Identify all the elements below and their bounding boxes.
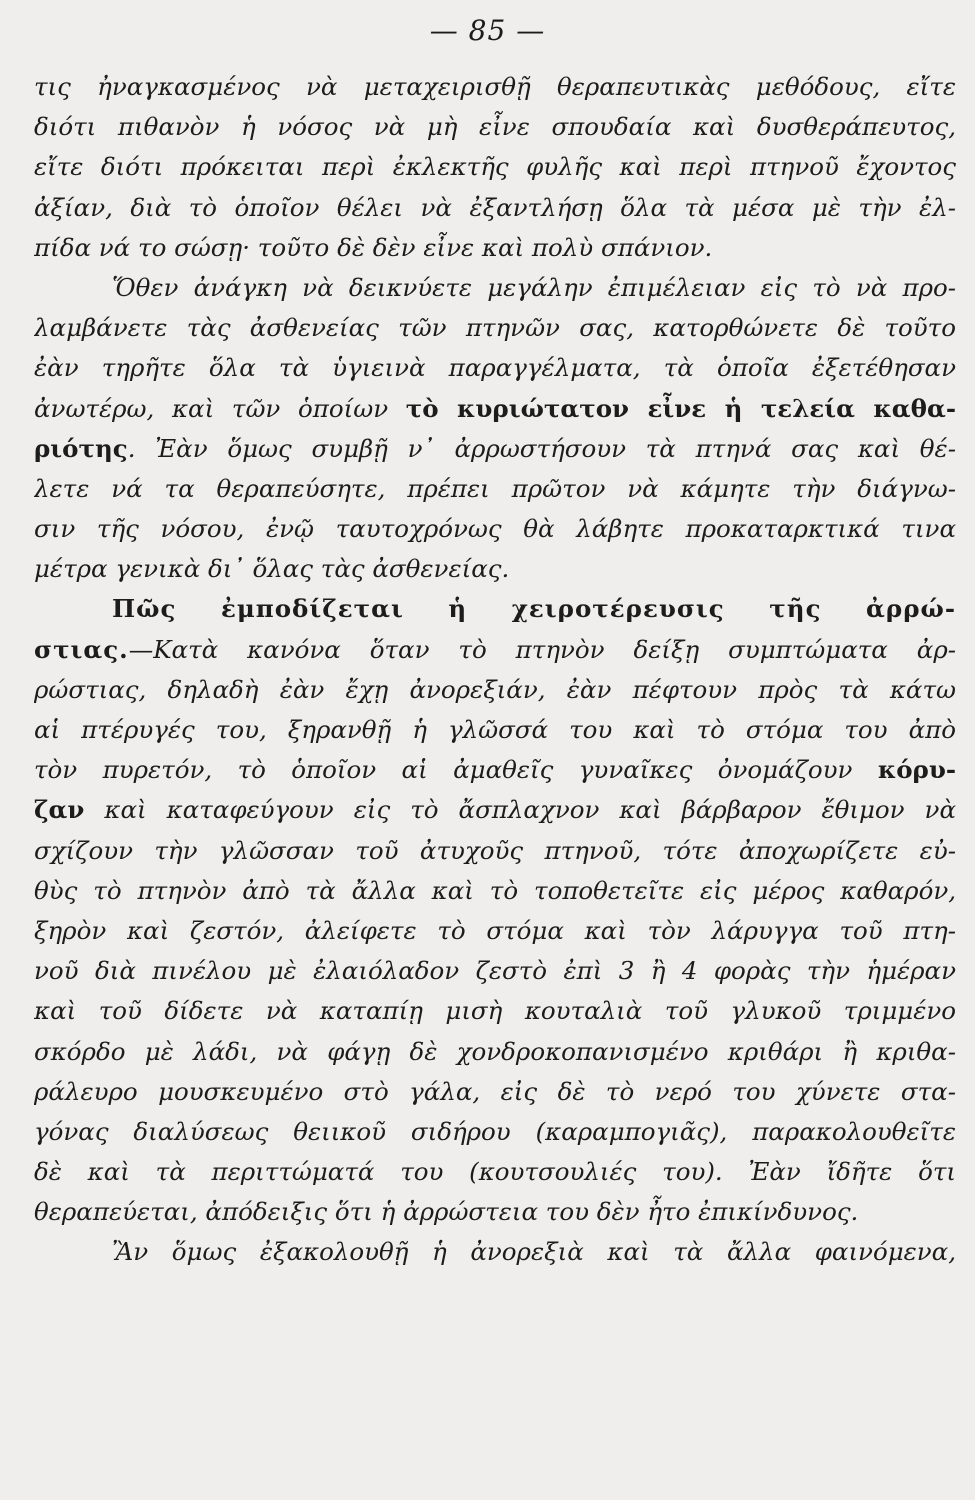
text-line: ἀξίαν, διὰ τὸ ὁποῖον θέλει νὰ ἐξαντλήσῃ ὅλα τὰ μέσα μὲ τὴν ἐλ- bbox=[34, 192, 956, 222]
text-line: ρώστιας, δηλαδὴ ἐὰν ἔχῃ ἀνορεξιάν, ἐὰν πέφτουν πρὸς τὰ κάτω bbox=[34, 674, 956, 704]
text-line: διότι πιθανὸν ἡ νόσος νὰ μὴ εἶνε σπουδαία καὶ δυσθεράπευτος, bbox=[34, 112, 956, 142]
text-line: σκόρδο μὲ λάδι, νὰ φάγῃ δὲ χονδροκοπανισμένο κριθάρι ἢ κριθα- bbox=[34, 1036, 956, 1066]
text-line: δὲ καὶ τὰ περιττώματά του (κουτσουλιές του). Ἐὰν ἴδῆτε ὅτι bbox=[34, 1157, 956, 1187]
text-line: σχίζουν τὴν γλῶσσαν τοῦ ἀτυχοῦς πτηνοῦ, τότε ἀποχωρίζετε εὐ- bbox=[34, 835, 956, 865]
text-line: καὶ τοῦ δίδετε νὰ καταπίῃ μισὴ κουταλιὰ τοῦ γλυκοῦ τριμμένο bbox=[34, 996, 956, 1026]
text-line: λετε νά τα θεραπεύσητε, πρέπει πρῶτον νὰ κάμητε τὴν διάγνω- bbox=[34, 473, 956, 503]
body-text bbox=[34, 67, 956, 1273]
text-line bbox=[34, 790, 956, 830]
text-line: αἱ πτέρυγές του, ξηρανθῇ ἡ γλῶσσά του καὶ τὸ στόμα του ἀπὸ bbox=[34, 715, 956, 744]
paragraph-start-line: Ὅθεν ἀνάγκη νὰ δεικνύετε μεγάλην ἐπιμέλειαν εἰς τὸ νὰ προ- bbox=[112, 272, 956, 302]
text-line bbox=[34, 389, 956, 429]
text-line: γόνας διαλύσεως θειικοῦ σιδήρου (καραμπογιᾶς), παρακολουθεῖτε bbox=[34, 1116, 956, 1146]
section-heading-end: στιας. bbox=[34, 634, 129, 664]
text-line bbox=[34, 429, 956, 469]
text-line: σιν τῆς νόσου, ἐνῷ ταυτοχρόνως θὰ λάβητε προκαταρκτικά τινα bbox=[34, 514, 956, 544]
text-line: πίδα νά το σώσῃ· τοῦτο δὲ δὲν εἶνε καὶ πολὺ σπάνιον. bbox=[34, 232, 713, 262]
text-span: καὶ καταφεύγουν εἰς τὸ ἄσπλαχνον καὶ βάρβαρον ἔθιμον νὰ bbox=[84, 795, 956, 825]
bold-emphasis: ζαν bbox=[34, 795, 85, 825]
text-line: νοῦ διὰ πινέλου μὲ ἐλαιόλαδον ζεστὸ ἐπὶ 3 ἢ 4 φορὰς τὴν ἡμέραν bbox=[34, 956, 956, 986]
bold-emphasis: τὸ κυριώτατον εἶνε ἡ τελεία καθα- bbox=[405, 393, 956, 423]
text-span: . Ἐὰν ὅμως συμβῇ ν᾽ ἀρρωστήσουν τὰ πτηνά σας καὶ θέ- bbox=[127, 433, 956, 463]
text-line: ξηρὸν καὶ ζεστόν, ἀλείφετε τὸ στόμα καὶ τὸν λάρυγγα τοῦ πτη- bbox=[34, 915, 956, 945]
text-span: —Κατὰ κανόνα ὅταν τὸ πτηνὸν δείξῃ συμπτώματα ἀρ- bbox=[128, 634, 956, 664]
page-number: — 85 — bbox=[429, 14, 546, 47]
text-line: θεραπεύεται, ἀπόδειξις ὅτι ἡ ἀρρώστεια του δὲν ἦτο ἐπικίνδυνος. bbox=[34, 1197, 859, 1227]
text-line: λαμβάνετε τὰς ἀσθενείας τῶν πτηνῶν σας, κατορθώνετε δὲ τοῦτο bbox=[34, 313, 956, 343]
text-line: μέτρα γενικὰ δι᾽ ὅλας τὰς ἀσθενείας. bbox=[34, 554, 510, 584]
bold-emphasis: κόρυ- bbox=[877, 755, 956, 785]
text-line: εἴτε διότι πρόκειται περὶ ἐκλεκτῆς φυλῆς καὶ περὶ πτηνοῦ ἔχοντος bbox=[34, 152, 956, 182]
text-line bbox=[34, 750, 956, 790]
paragraph-start-line: Ἂν ὅμως ἐξακολουθῇ ἡ ἀνορεξιὰ καὶ τὰ ἄλλα φαινόμενα, bbox=[112, 1237, 956, 1267]
section-heading: Πῶς ἐμποδίζεται ἡ χειροτέρευσις τῆς ἀρρώ- bbox=[112, 594, 956, 624]
text-span: τὸν πυρετόν, τὸ ὁποῖον αἱ ἀμαθεῖς γυναῖκες ὀνομάζουν bbox=[34, 755, 878, 785]
text-span: ἀνωτέρω, καὶ τῶν ὁποίων bbox=[34, 393, 406, 423]
bold-emphasis: ριότης bbox=[34, 433, 128, 463]
text-line: ράλευρο μουσκευμένο στὸ γάλα, εἰς δὲ τὸ νερό του χύνετε στα- bbox=[34, 1076, 956, 1106]
text-line bbox=[34, 630, 956, 670]
text-line: ἐὰν τηρῆτε ὅλα τὰ ὑγιεινὰ παραγγέλματα, τὰ ὁποῖα ἐξετέθησαν bbox=[34, 353, 956, 383]
text-line: τις ἠναγκασμένος νὰ μεταχειρισθῇ θεραπευτικὰς μεθόδους, εἴτε bbox=[34, 72, 956, 101]
text-line: θὺς τὸ πτηνὸν ἀπὸ τὰ ἄλλα καὶ τὸ τοποθετεῖτε εἰς μέρος καθαρόν, bbox=[34, 875, 956, 905]
